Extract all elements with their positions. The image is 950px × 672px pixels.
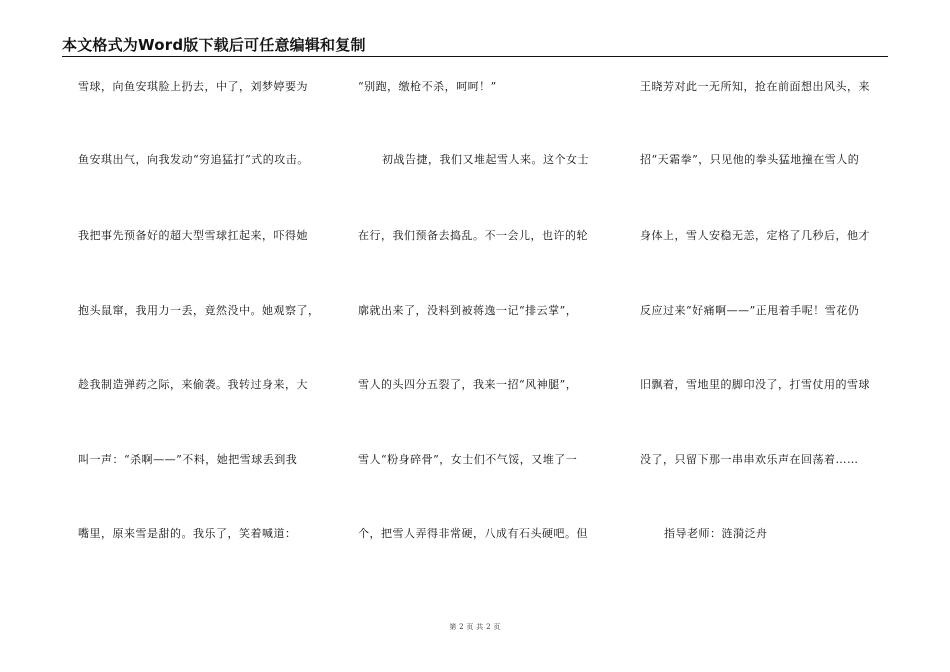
text-line: 没了，只留下那一串串欢乐声在回荡着…… [640,453,859,466]
text-line: 在行，我们预备去捣乱。不一会儿，也许的轮 [358,229,588,242]
text-line: 嘴里，原来雪是甜的。我乐了，笑着喊道： [78,527,297,540]
text-line: “别跑，缴枪不杀，呵呵！” [358,80,497,93]
text-line: 身体上，雪人安稳无恙，定格了几秒后，他才 [640,229,870,242]
text-line: 初战告捷，我们又堆起雪人来。这个女士 [382,153,589,166]
text-column-3 [640,0,890,600]
text-line: 王晓芳对此一无所知，抢在前面想出风头，来 [640,80,870,93]
text-line: 叫一声：“杀啊——”不料，她把雪球丢到我 [78,453,298,466]
text-line: 鱼安琪出气，向我发动“穷追猛打”式的攻击。 [78,153,309,166]
header-title: 本文格式为Word版下载后可任意编辑和复制 [62,36,366,54]
text-line: 趁我制造弹药之际，来偷袭。我转过身来，大 [78,378,308,391]
text-line: 雪人的头四分五裂了，我来一招“风神腿”， [358,378,578,391]
text-line: 招“天霜拳”，只见他的拳头猛地撞在雪人的 [640,153,860,166]
text-line: 我把事先预备好的超大型雪球扛起来，吓得她 [78,229,308,242]
text-line: 雪人“粉身碎骨”，女士们不气馁，又堆了一 [358,453,578,466]
text-line: 个，把雪人弄得非常硬，八成有石头硬吧。但 [358,527,588,540]
text-line: 抱头鼠窜，我用力一丢，竟然没中。她观察了， [78,304,320,317]
text-column-2 [358,0,608,600]
text-line: 反应过来“好痛啊——”正甩着手呢！雪花仍 [640,304,860,317]
teacher-credit: 指导老师：涟漪泛舟 [664,527,768,540]
text-line: 雪球，向鱼安琪脸上扔去，中了，刘梦婷要为 [78,80,308,93]
text-line: 廓就出来了，没料到被蒋逸一记“排云掌”， [358,304,578,317]
text-column-1 [78,0,328,600]
page-number: 第 2 页 共 2 页 [449,623,501,631]
text-line: 旧飘着，雪地里的脚印没了，打雪仗用的雪球 [640,378,870,391]
